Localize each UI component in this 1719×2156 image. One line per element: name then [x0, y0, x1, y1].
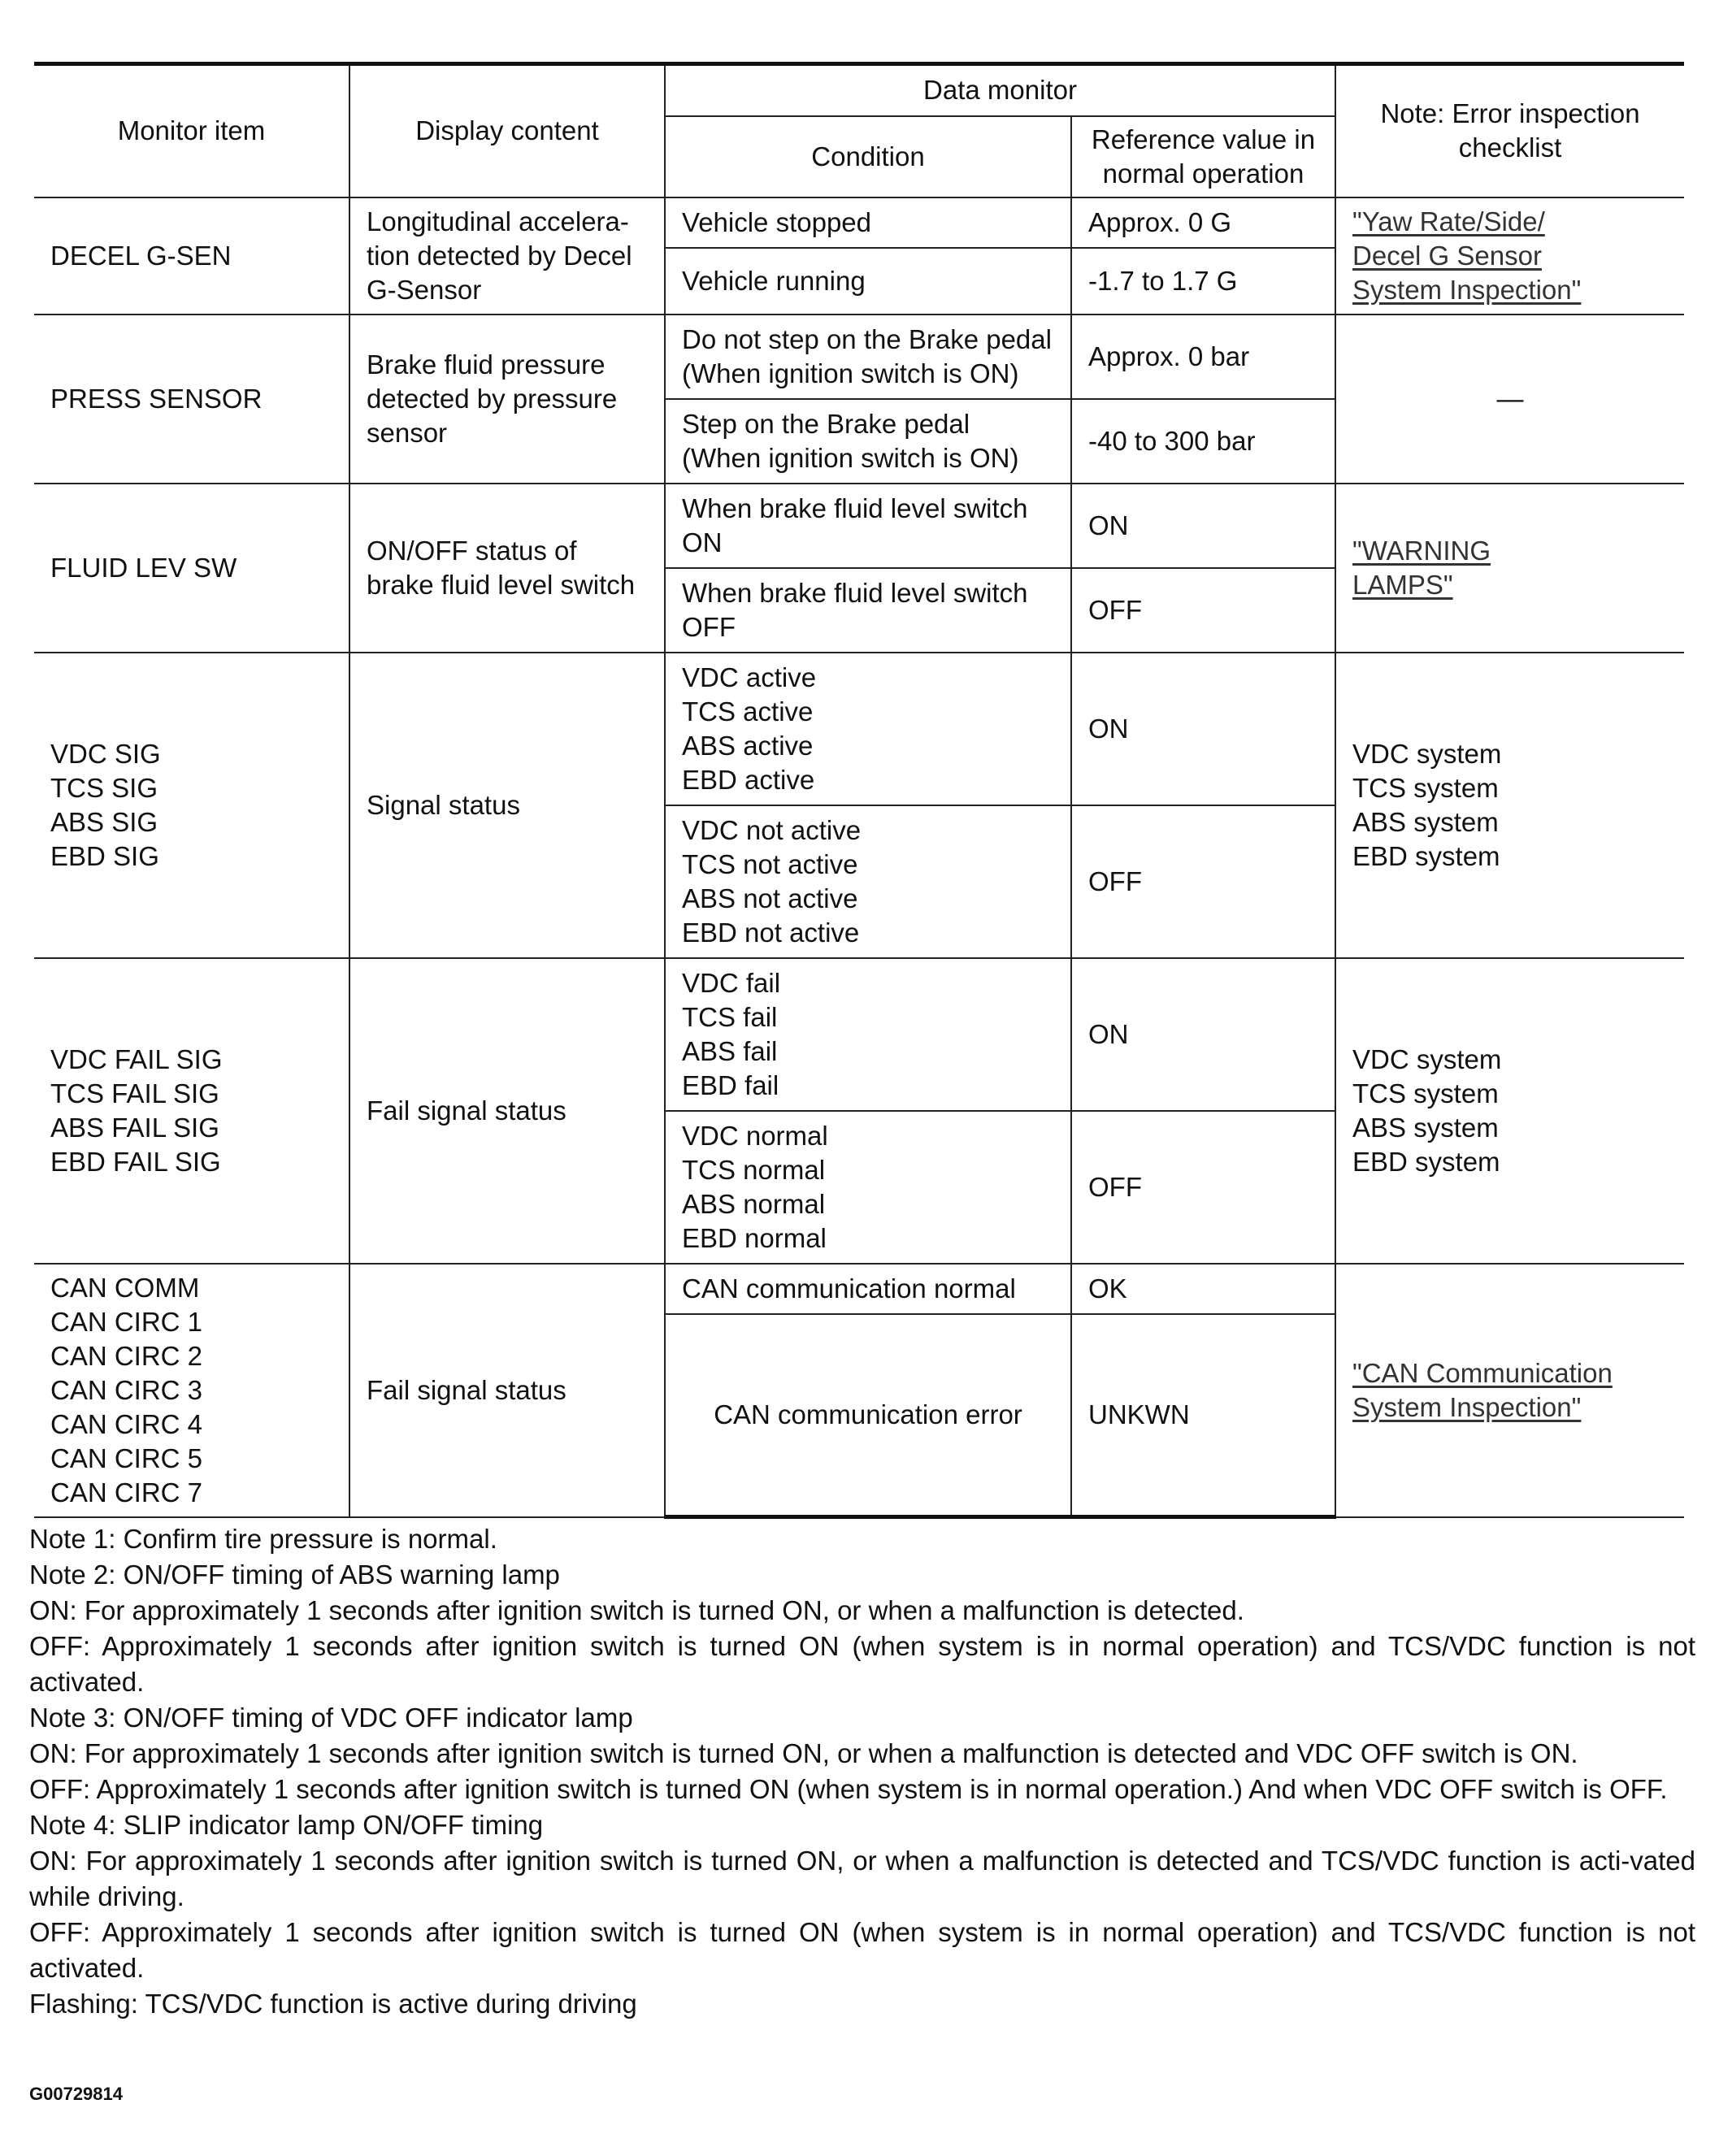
reference-value-cell: ON [1071, 958, 1335, 1111]
reference-value-cell: -40 to 300 bar [1071, 399, 1335, 484]
note-line: Note 1: Confirm tire pressure is normal. [29, 1524, 497, 1554]
header-data-monitor: Data monitor [665, 64, 1335, 116]
note-line: OFF: Approximately 1 seconds after ignition switch is turned ON (when system is in normal operation.) And when VDC OFF switch is OFF. [29, 1774, 1668, 1804]
note-line: OFF: Approximately 1 seconds after ignition switch is turned ON (when system is in normal operation) and TCS/VDC function is not activated. [29, 1631, 1695, 1697]
reference-value-cell: OK [1071, 1264, 1335, 1314]
condition-cell: VDC not active TCS not active ABS not active EBD not active [665, 805, 1071, 958]
reference-value-cell: Approx. 0 bar [1071, 315, 1335, 399]
note-line: ON: For approximately 1 seconds after ignition switch is turned ON, or when a malfunction is detected and TCS/VDC function is acti-vated while driving. [29, 1846, 1695, 1911]
note-line: OFF: Approximately 1 seconds after ignition switch is turned ON (when system is in normal operation) and TCS/VDC function is not activated. [29, 1917, 1695, 1983]
condition-cell: VDC normal TCS normal ABS normal EBD normal [665, 1111, 1071, 1264]
can-inspection-link[interactable]: "CAN Communication System Inspection" [1352, 1357, 1613, 1422]
condition-cell: CAN communication normal [665, 1264, 1071, 1314]
condition-cell: VDC active TCS active ABS active EBD active [665, 653, 1071, 805]
note-line: Note 4: SLIP indicator lamp ON/OFF timing [29, 1810, 544, 1840]
display-content-cell: Signal status [349, 653, 665, 958]
monitor-item-cell: VDC SIG TCS SIG ABS SIG EBD SIG [34, 653, 349, 958]
condition-cell: Step on the Brake pedal (When ignition switch is ON) [665, 399, 1071, 484]
monitor-item-cell: CAN COMM CAN CIRC 1 CAN CIRC 2 CAN CIRC 3 CAN CIRC 4 CAN CIRC 5 CAN CIRC 7 [34, 1264, 349, 1517]
header-note: Note: Error inspection checklist [1335, 64, 1684, 197]
note-line: Note 3: ON/OFF timing of VDC OFF indicator lamp [29, 1703, 633, 1733]
header-display-content: Display content [349, 64, 665, 197]
note-cell: — [1335, 315, 1684, 484]
display-content-cell: Longitudinal accelera- tion detected by Decel G-Sensor [349, 197, 665, 315]
monitor-item-cell: PRESS SENSOR [34, 315, 349, 484]
condition-cell: Vehicle running [665, 248, 1071, 315]
display-content-cell: ON/OFF status of brake fluid level switch [349, 484, 665, 653]
figure-code: G00729814 [29, 2084, 123, 2104]
reference-value-cell: UNKWN [1071, 1314, 1335, 1517]
inspection-link-cell [1335, 484, 1684, 653]
monitor-item-cell: DECEL G-SEN [34, 197, 349, 315]
data-monitor-table [34, 62, 1684, 1519]
header-reference-value: Reference value in normal operation [1071, 116, 1335, 197]
reference-value-cell: ON [1071, 653, 1335, 805]
note-line: Flashing: TCS/VDC function is active during driving [29, 1989, 637, 2019]
condition-cell: CAN communication error [665, 1314, 1071, 1517]
note-line: ON: For approximately 1 seconds after ignition switch is turned ON, or when a malfunction is detected and VDC OFF switch is ON. [29, 1738, 1578, 1768]
note-line: Note 2: ON/OFF timing of ABS warning lamp [29, 1560, 560, 1590]
condition-cell: VDC fail TCS fail ABS fail EBD fail [665, 958, 1071, 1111]
reference-value-cell: OFF [1071, 805, 1335, 958]
condition-cell: When brake fluid level switch ON [665, 484, 1071, 568]
header-monitor-item: Monitor item [34, 64, 349, 197]
yaw-rate-inspection-link[interactable]: "Yaw Rate/Side/ Decel G Sensor System Inspection" [1352, 206, 1582, 305]
display-content-cell: Fail signal status [349, 958, 665, 1264]
condition-cell: When brake fluid level switch OFF [665, 568, 1071, 653]
note-cell: VDC system TCS system ABS system EBD system [1335, 653, 1684, 958]
condition-cell: Do not step on the Brake pedal (When ignition switch is ON) [665, 315, 1071, 399]
note-cell: VDC system TCS system ABS system EBD system [1335, 958, 1684, 1264]
inspection-link-cell [1335, 197, 1684, 315]
monitor-item-cell: FLUID LEV SW [34, 484, 349, 653]
display-content-cell: Fail signal status [349, 1264, 665, 1517]
reference-value-cell: OFF [1071, 1111, 1335, 1264]
reference-value-cell: ON [1071, 484, 1335, 568]
warning-lamps-link[interactable]: "WARNING LAMPS" [1352, 535, 1491, 600]
condition-cell: Vehicle stopped [665, 197, 1071, 248]
inspection-link-cell [1335, 1264, 1684, 1517]
reference-value-cell: OFF [1071, 568, 1335, 653]
reference-value-cell: Approx. 0 G [1071, 197, 1335, 248]
monitor-item-cell: VDC FAIL SIG TCS FAIL SIG ABS FAIL SIG EBD FAIL SIG [34, 958, 349, 1264]
note-line: ON: For approximately 1 seconds after ignition switch is turned ON, or when a malfunction is detected. [29, 1595, 1244, 1625]
notes-section [29, 1521, 1695, 2022]
header-condition: Condition [665, 116, 1071, 197]
reference-value-cell: -1.7 to 1.7 G [1071, 248, 1335, 315]
display-content-cell: Brake fluid pressure detected by pressure sensor [349, 315, 665, 484]
